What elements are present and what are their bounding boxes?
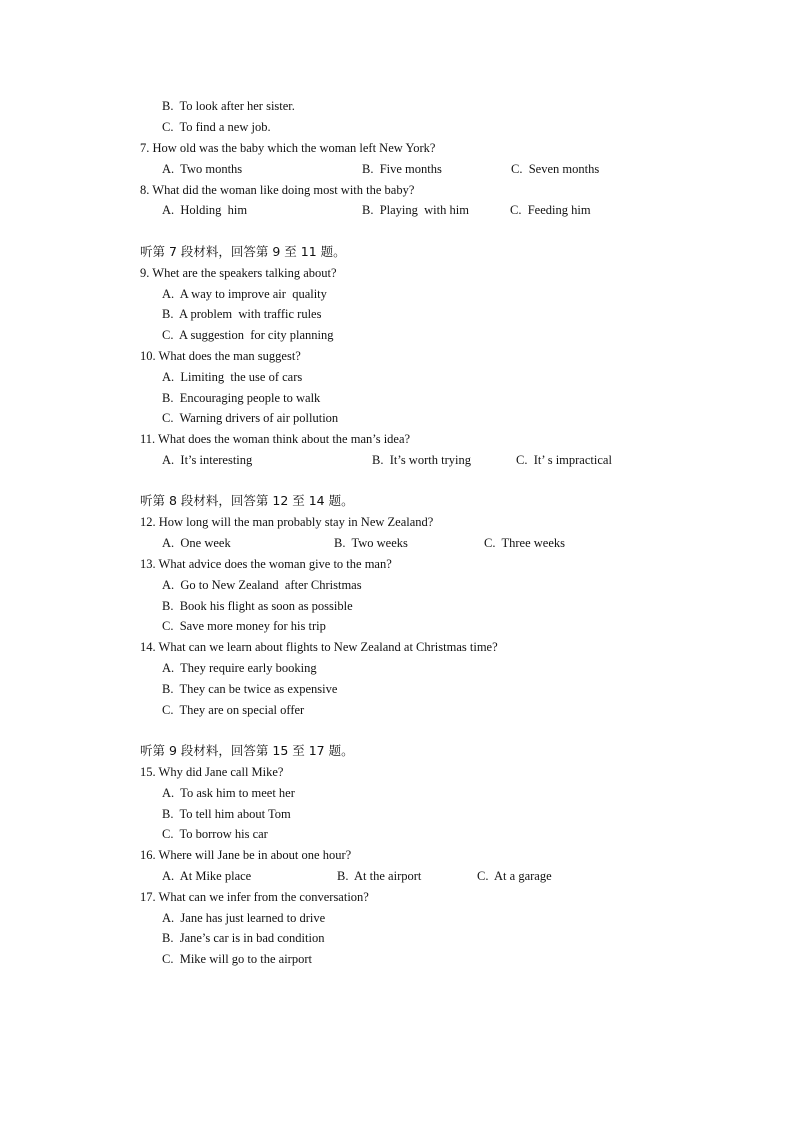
q6-option-c: C. To find a new job.: [162, 120, 271, 134]
q9-option-a: A. A way to improve air quality: [162, 287, 327, 301]
q17-option-b: B. Jane’s car is in bad condition: [162, 931, 325, 945]
q7-option-a: A. Two months: [162, 162, 243, 176]
q15-option-b: B. To tell him about Tom: [162, 807, 291, 821]
q8-option-b: B. Playing with him: [362, 203, 469, 217]
q12-option-a: A. One week: [162, 536, 231, 550]
q8-option-a: A. Holding him: [162, 203, 248, 217]
question-13: 13. What advice does the woman give to the man?: [140, 557, 392, 571]
q10-option-b: B. Encouraging people to walk: [162, 391, 321, 405]
q17-option-a: A. Jane has just learned to drive: [162, 911, 326, 925]
q12-option-c: C. Three weeks: [484, 536, 565, 550]
q7-option-c: C. Seven months: [511, 162, 600, 176]
question-7: 7. How old was the baby which the woman left New York?: [140, 141, 436, 155]
q14-option-a: A. They require early booking: [162, 661, 317, 675]
question-11: 11. What does the woman think about the man’s idea?: [140, 432, 411, 446]
q15-option-c: C. To borrow his car: [162, 827, 268, 841]
q14-option-b: B. They can be twice as expensive: [162, 682, 338, 696]
question-14: 14. What can we learn about flights to New Zealand at Christmas time?: [140, 640, 498, 654]
question-16: 16. Where will Jane be in about one hour?: [140, 848, 352, 862]
q13-option-b: B. Book his flight as soon as possible: [162, 599, 353, 613]
question-12: 12. How long will the man probably stay in New Zealand?: [140, 515, 434, 529]
q11-option-c: C. It’ s impractical: [516, 453, 612, 467]
q9-option-c: C. A suggestion for city planning: [162, 328, 334, 342]
q11-option-b: B. It’s worth trying: [372, 453, 471, 467]
q10-option-c: C. Warning drivers of air pollution: [162, 411, 339, 425]
q13-option-a: A. Go to New Zealand after Christmas: [162, 578, 362, 592]
question-15: 15. Why did Jane call Mike?: [140, 765, 284, 779]
question-10: 10. What does the man suggest?: [140, 349, 301, 363]
q11-option-a: A. It’s interesting: [162, 453, 253, 467]
q16-option-b: B. At the airport: [337, 869, 422, 883]
q7-option-b: B. Five months: [362, 162, 442, 176]
section-8-header: 听第 8 段材料，回答第 12 至 14 题。: [140, 493, 354, 508]
q12-option-b: B. Two weeks: [334, 536, 408, 550]
q16-option-a: A. At Mike place: [162, 869, 252, 883]
q10-option-a: A. Limiting the use of cars: [162, 370, 303, 384]
q14-option-c: C. They are on special offer: [162, 703, 305, 717]
section-7-header: 听第 7 段材料，回答第 9 至 11 题。: [140, 244, 346, 259]
q16-option-c: C. At a garage: [477, 869, 552, 883]
q6-option-b: B. To look after her sister.: [162, 99, 295, 113]
question-9: 9. Whet are the speakers talking about?: [140, 266, 337, 280]
section-9-header: 听第 9 段材料，回答第 15 至 17 题。: [140, 743, 354, 758]
q8-option-c: C. Feeding him: [510, 203, 591, 217]
question-17: 17. What can we infer from the conversation?: [140, 890, 369, 904]
q15-option-a: A. To ask him to meet her: [162, 786, 295, 800]
q17-option-c: C. Mike will go to the airport: [162, 952, 312, 966]
q9-option-b: B. A problem with traffic rules: [162, 307, 322, 321]
question-8: 8. What did the woman like doing most with the baby?: [140, 183, 415, 197]
q13-option-c: C. Save more money for his trip: [162, 619, 326, 633]
